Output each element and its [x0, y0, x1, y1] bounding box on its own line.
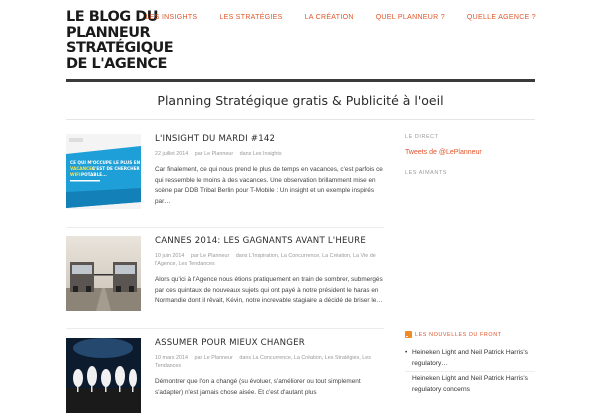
- post-date: 10 mars 2014: [155, 355, 188, 361]
- header-divider: [66, 79, 535, 82]
- post-meta: [155, 252, 384, 268]
- thumb-line-1: CE QUI M'OCCUPE LE PLUS EN: [70, 160, 141, 165]
- post-thumbnail[interactable]: [66, 134, 149, 209]
- post-excerpt: Car finalement, ce qui nous prend le plus de temps en vacances, c'est parfois ce qui ressemble le moins à des vacances. Une observation brillamment mise en scène par DDB Tribal Berlin pour T-Mobile : Un insight et un exemple inspirés par…: [155, 166, 383, 205]
- thumb-line-4: WIFI: [70, 172, 81, 177]
- post-category[interactable]: dans L'Inspiration, La Concurrence, La Création, La Vie de l'Agence, Les Tendances: [155, 253, 376, 267]
- post-author[interactable]: par Le Planneur: [194, 151, 234, 157]
- thumb-line-3: C'EST DE CHERCHER UN: [92, 166, 149, 171]
- post-author[interactable]: par Le Planneur: [194, 355, 233, 361]
- site-title[interactable]: LE BLOG DU PLANNEUR STRATÉGIQUE DE L'AGENCE: [66, 9, 174, 72]
- post-meta: [155, 150, 384, 158]
- rss-item-summary: Heineken Light and Neil Patrick Harris's regulatory concerns: [405, 371, 535, 395]
- nav-strategies[interactable]: LES STRATÉGIES: [219, 14, 283, 21]
- post-category[interactable]: dans Les Insights: [239, 151, 282, 157]
- post-author[interactable]: par Le Planneur: [190, 253, 230, 259]
- nav-creation[interactable]: LA CRÉATION: [304, 14, 354, 21]
- nav-quel-planneur[interactable]: QUEL PLANNEUR ?: [375, 14, 445, 21]
- post-divider: [66, 227, 384, 228]
- rss-icon[interactable]: [405, 331, 412, 338]
- post-divider: [66, 328, 384, 329]
- twitter-link[interactable]: Tweets de @LePlanneur: [405, 149, 482, 156]
- rss-widget-header: [405, 331, 502, 338]
- post-category[interactable]: dans La Concurrence, La Création, Les Stratégies, Les Tendances: [155, 355, 371, 369]
- post-thumbnail[interactable]: [66, 236, 141, 311]
- thumb-line-2: VACANCES: [70, 166, 95, 171]
- rss-list: [405, 348, 535, 395]
- main-nav: [135, 14, 536, 21]
- widget-title-aimants: LES AIMANTS: [405, 170, 447, 176]
- post-title[interactable]: CANNES 2014: LES GAGNANTS AVANT L'HEURE: [155, 236, 366, 246]
- post-excerpt: Alors qu'ici à l'Agence nous étions pratiquement en train de sombrer, submergés par ces quintaux de nouveaux sujets qui ont payé à notre président le haras en Normandie dont il rêvait, Kévin, notre increvable stagiaire a décidé de briser le…: [155, 276, 383, 304]
- nav-quelle-agence[interactable]: QUELLE AGENCE ?: [466, 14, 536, 21]
- thumb-line-5: POTABLE...: [81, 172, 107, 177]
- rss-item[interactable]: • Heineken Light and Neil Patrick Harris's regulatory…: [405, 348, 535, 369]
- post-date: 10 juin 2014: [155, 253, 185, 259]
- post-title[interactable]: L'INSIGHT DU MARDI #142: [155, 134, 276, 144]
- post-excerpt: Démontrer que l'on a changé (su évoluer, s'améliorer ou tout simplement s'adapter) n'est jamais chose aisée. Et c'est d'autant plus: [155, 378, 361, 396]
- sidebar: [405, 134, 535, 176]
- post-date: 22 juillet 2014: [155, 151, 189, 157]
- widget-title-direct: LE DIRECT: [405, 134, 439, 140]
- widget-title-rss[interactable]: LES NOUVELLES DU FRONT: [415, 331, 502, 338]
- post-thumbnail[interactable]: [66, 338, 141, 413]
- tagline: Planning Stratégique gratis & Publicité à l'oeil: [157, 93, 444, 108]
- nav-insights[interactable]: LES INSIGHTS: [145, 14, 198, 21]
- post-meta: [155, 354, 384, 370]
- post-title[interactable]: ASSUMER POUR MIEUX CHANGER: [155, 338, 305, 348]
- tagline-divider: [66, 119, 535, 120]
